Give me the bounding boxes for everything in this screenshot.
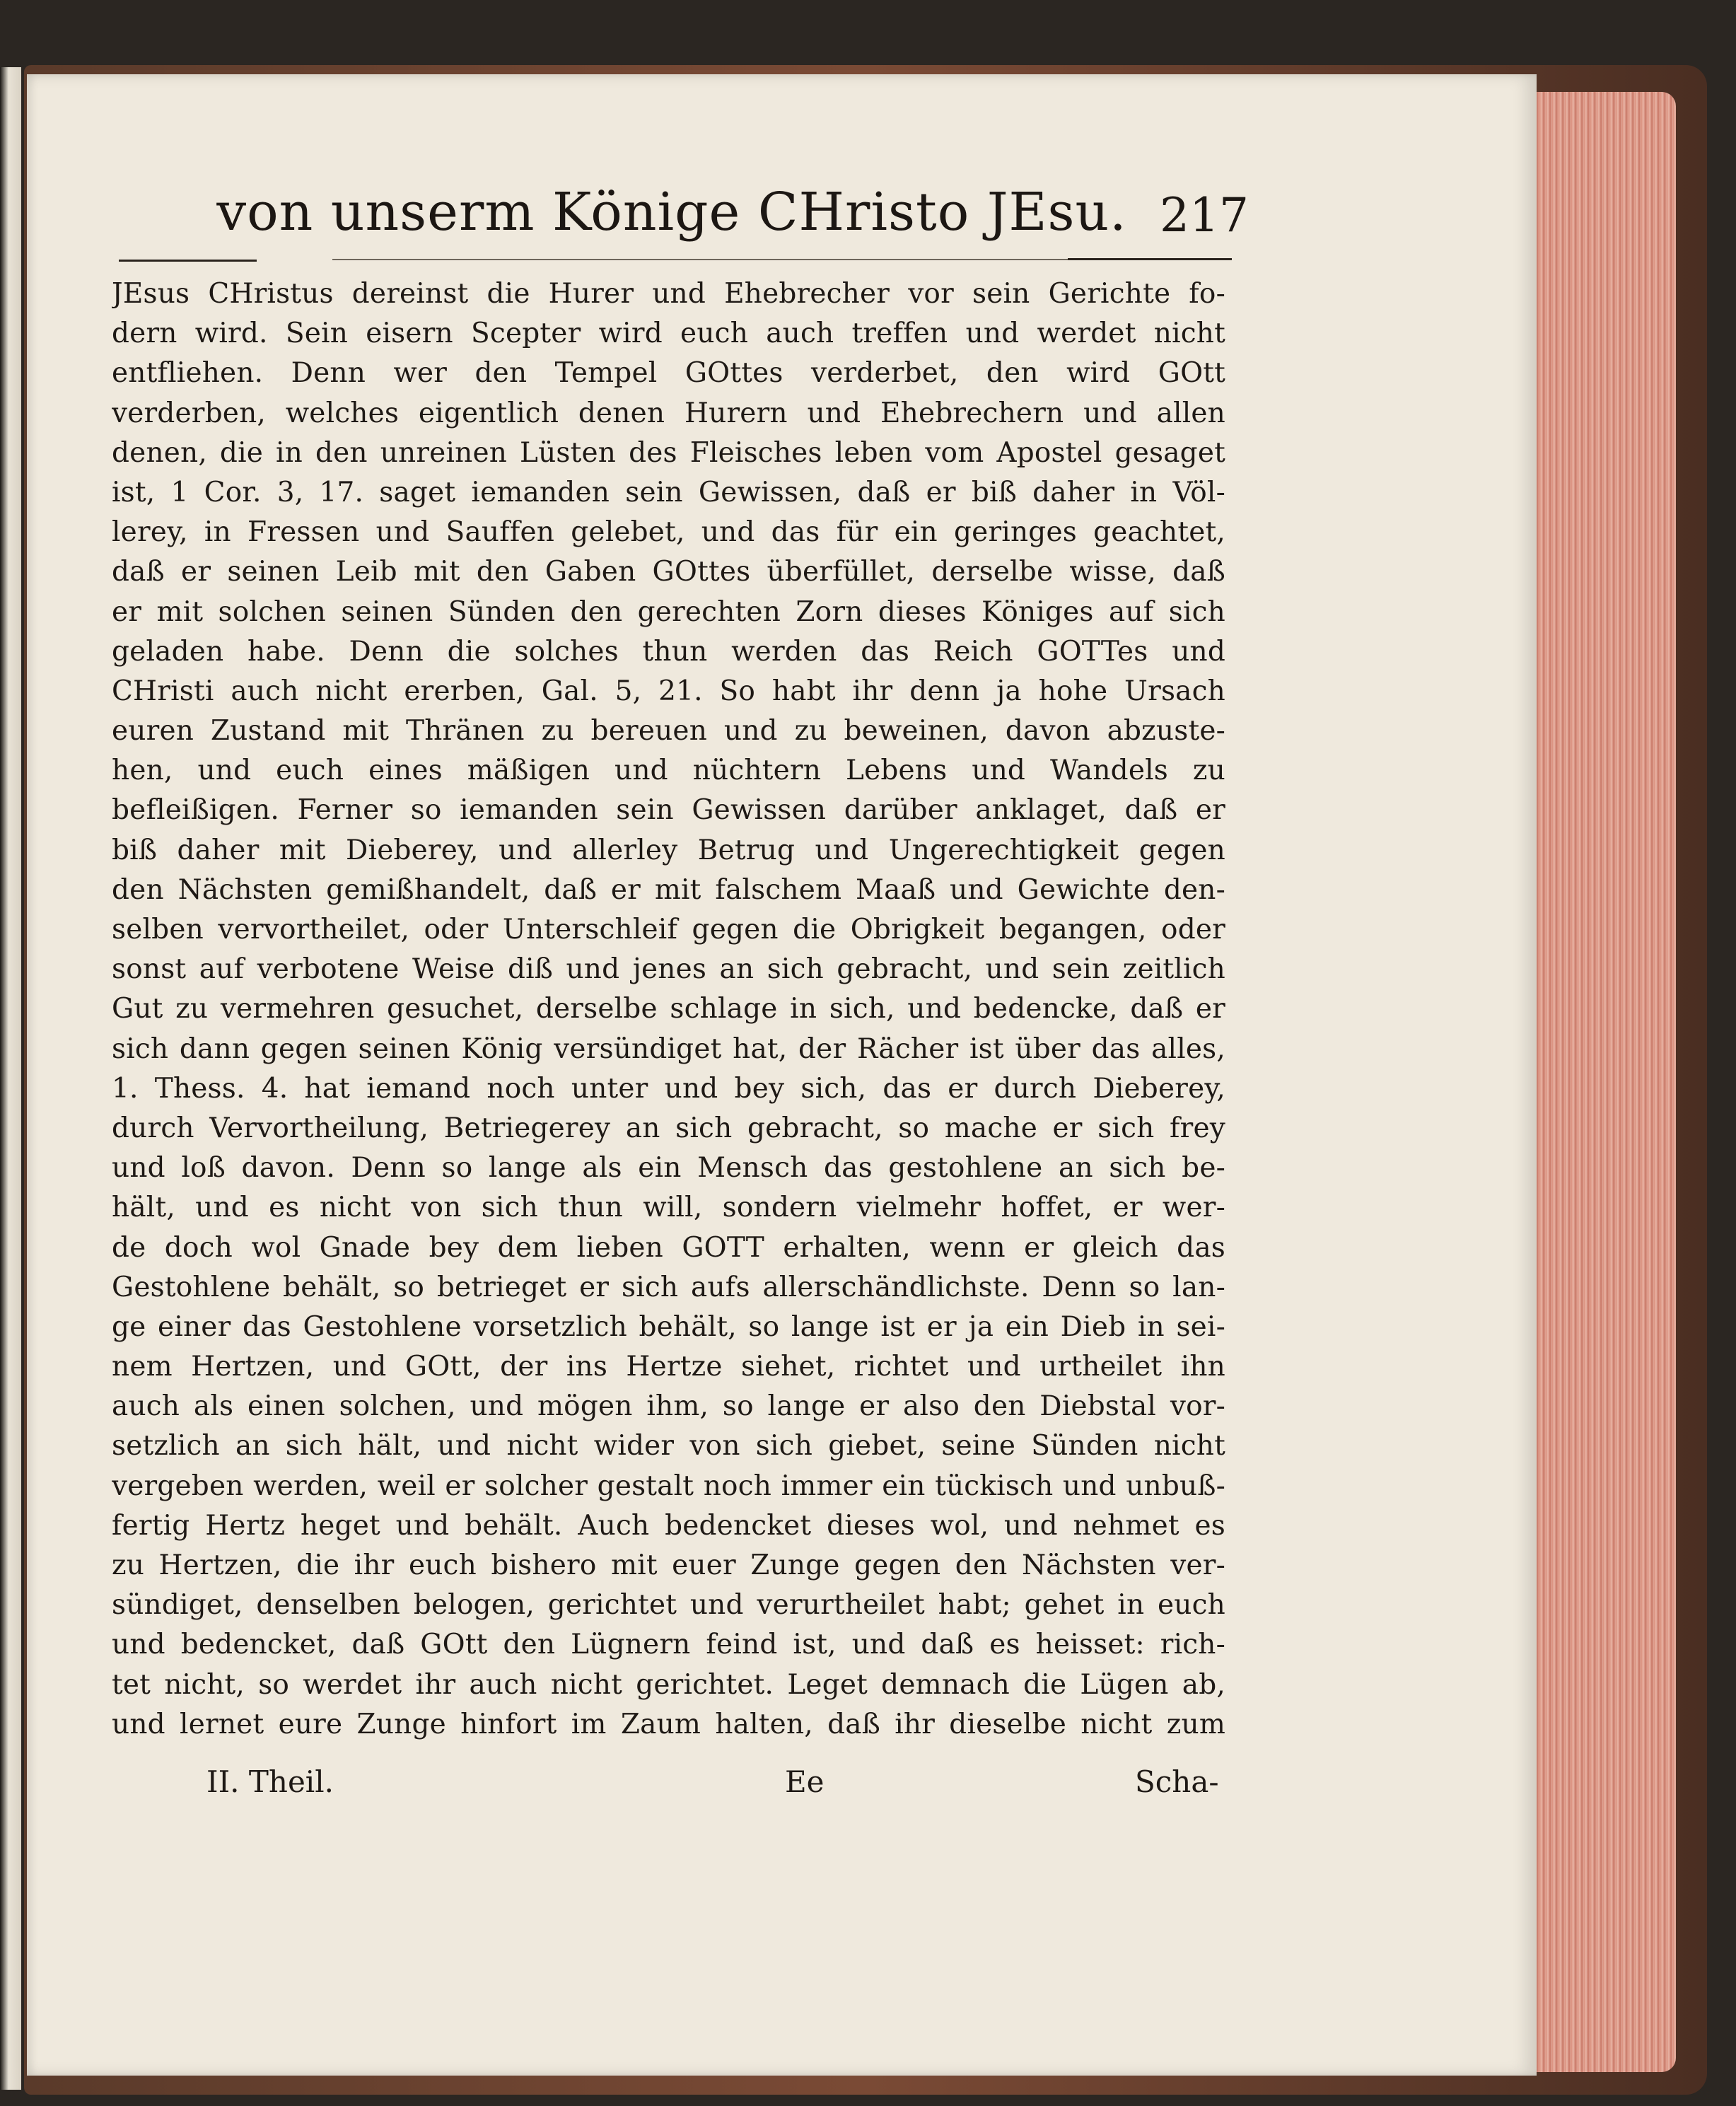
text-line: hält, und es nicht von sich thun will, sondern vielmehr hoffet, er wer- (112, 1192, 1225, 1224)
text-line: sich dann gegen seinen König versündiget hat, der Rächer ist über das alles, (112, 1032, 1225, 1065)
text-line: hen, und euch eines mäßigen und nüchtern Lebens und Wandels zu (112, 755, 1225, 787)
body-text (112, 274, 1225, 1745)
text-line: denen, die in den unreinen Lüsten des Fleisches leben vom Apostel gesaget (112, 436, 1225, 469)
running-title: von unserm Könige CHristo JEsu. (216, 182, 1127, 243)
text-line: und lernet eure Zunge hinfort im Zaum halten, daß ihr dieselbe nicht zum (112, 1708, 1225, 1740)
text-line: sonst auf verbotene Weise diß und jenes an sich gebracht, und sein zeitlich (112, 953, 1225, 986)
text-line: er mit solchen seinen Sünden den gerechten Zorn dieses Königes auf sich (112, 595, 1225, 628)
catchword: Scha- (1135, 1764, 1219, 1799)
text-line: fertig Hertz heget und behält. Auch bedencket dieses wol, und nehmet es (112, 1509, 1225, 1542)
text-line: nem Hertzen, und GOtt, der ins Hertze siehet, richtet und urtheilet ihn (112, 1351, 1225, 1383)
text-line: den Nächsten gemißhandelt, daß er mit falschem Maaß und Gewichte den- (112, 873, 1225, 906)
text-line: daß er seinen Leib mit den Gaben GOttes überfüllet, derselbe wisse, daß (112, 556, 1225, 588)
text-line: Gut zu vermehren gesuchet, derselbe schlage in sich, und bedencke, daß er (112, 993, 1225, 1025)
text-line: JEsus CHristus dereinst die Hurer und Ehebrecher vor sein Gerichte fo- (112, 278, 1225, 310)
text-line: geladen habe. Denn die solches thun werden das Reich GOTTes und (112, 635, 1225, 668)
text-line: setzlich an sich hält, und nicht wider von sich giebet, seine Sünden nicht (112, 1430, 1225, 1462)
text-line: ge einer das Gestohlene vorsetzlich behält, so lange ist er ja ein Dieb in sei- (112, 1310, 1225, 1343)
text-line: lerey, in Fressen und Sauffen gelebet, und das für ein geringes geachtet, (112, 516, 1225, 549)
previous-page-edge (0, 67, 21, 2090)
text-line: 1. Thess. 4. hat iemand noch unter und bey sich, das er durch Dieberey, (112, 1072, 1225, 1105)
text-line: euren Zustand mit Thränen zu bereuen und zu beweinen, davon abzuste- (112, 715, 1225, 747)
head-rule-right (1068, 258, 1232, 260)
page-edges (1520, 92, 1676, 2072)
text-line: selben vervortheilet, oder Unterschleif gegen die Obrigkeit begangen, oder (112, 914, 1225, 946)
text-line: verderben, welches eigentlich denen Hurern und Ehebrechern und allen (112, 397, 1225, 429)
text-line: und bedencket, daß GOtt den Lügnern feind ist, und daß es heisset: rich- (112, 1629, 1225, 1661)
text-line: entfliehen. Denn wer den Tempel GOttes verderbet, den wird GOtt (112, 357, 1225, 390)
text-line: tet nicht, so werdet ihr auch nicht gerichtet. Leget demnach die Lügen ab, (112, 1668, 1225, 1701)
page-number: 217 (1160, 188, 1249, 243)
text-line: durch Vervortheilung, Betriegerey an sich gebracht, so mache er sich frey (112, 1112, 1225, 1144)
text-line: dern wird. Sein eisern Scepter wird euch auch treffen und werdet nicht (112, 318, 1225, 350)
text-line: befleißigen. Ferner so iemanden sein Gewissen darüber anklaget, daß er (112, 794, 1225, 827)
text-line: biß daher mit Dieberey, und allerley Betrug und Ungerechtigkeit gegen (112, 834, 1225, 866)
text-line: Gestohlene behält, so betrieget er sich aufs allerschändlichste. Denn so lan- (112, 1271, 1225, 1303)
text-line: vergeben werden, weil er solcher gestalt noch immer ein tückisch und unbuß- (112, 1470, 1225, 1502)
head-rule-left (119, 260, 257, 262)
text-line: CHristi auch nicht ererben, Gal. 5, 21. So habt ihr denn ja hohe Ursach (112, 675, 1225, 707)
text-line: sündiget, denselben belogen, gerichtet und verurtheilet habt; gehet in euch (112, 1589, 1225, 1622)
text-line: auch als einen solchen, und mögen ihm, so lange er also den Diebstal vor- (112, 1390, 1225, 1423)
running-head (120, 180, 1223, 258)
text-line: de doch wol Gnade bey dem lieben GOTT erhalten, wenn er gleich das (112, 1231, 1225, 1264)
signature: II. Theil. (206, 1764, 334, 1799)
text-line: und loß davon. Denn so lange als ein Mensch das gestohlene an sich be- (112, 1152, 1225, 1185)
text-line: zu Hertzen, die ihr euch bishero mit euer Zunge gegen den Nächsten ver- (112, 1549, 1225, 1581)
head-rule-center (332, 259, 1068, 260)
signature-mark: Ee (785, 1764, 825, 1799)
text-line: ist, 1 Cor. 3, 17. saget iemanden sein Gewissen, daß er biß daher in Völ- (112, 476, 1225, 508)
